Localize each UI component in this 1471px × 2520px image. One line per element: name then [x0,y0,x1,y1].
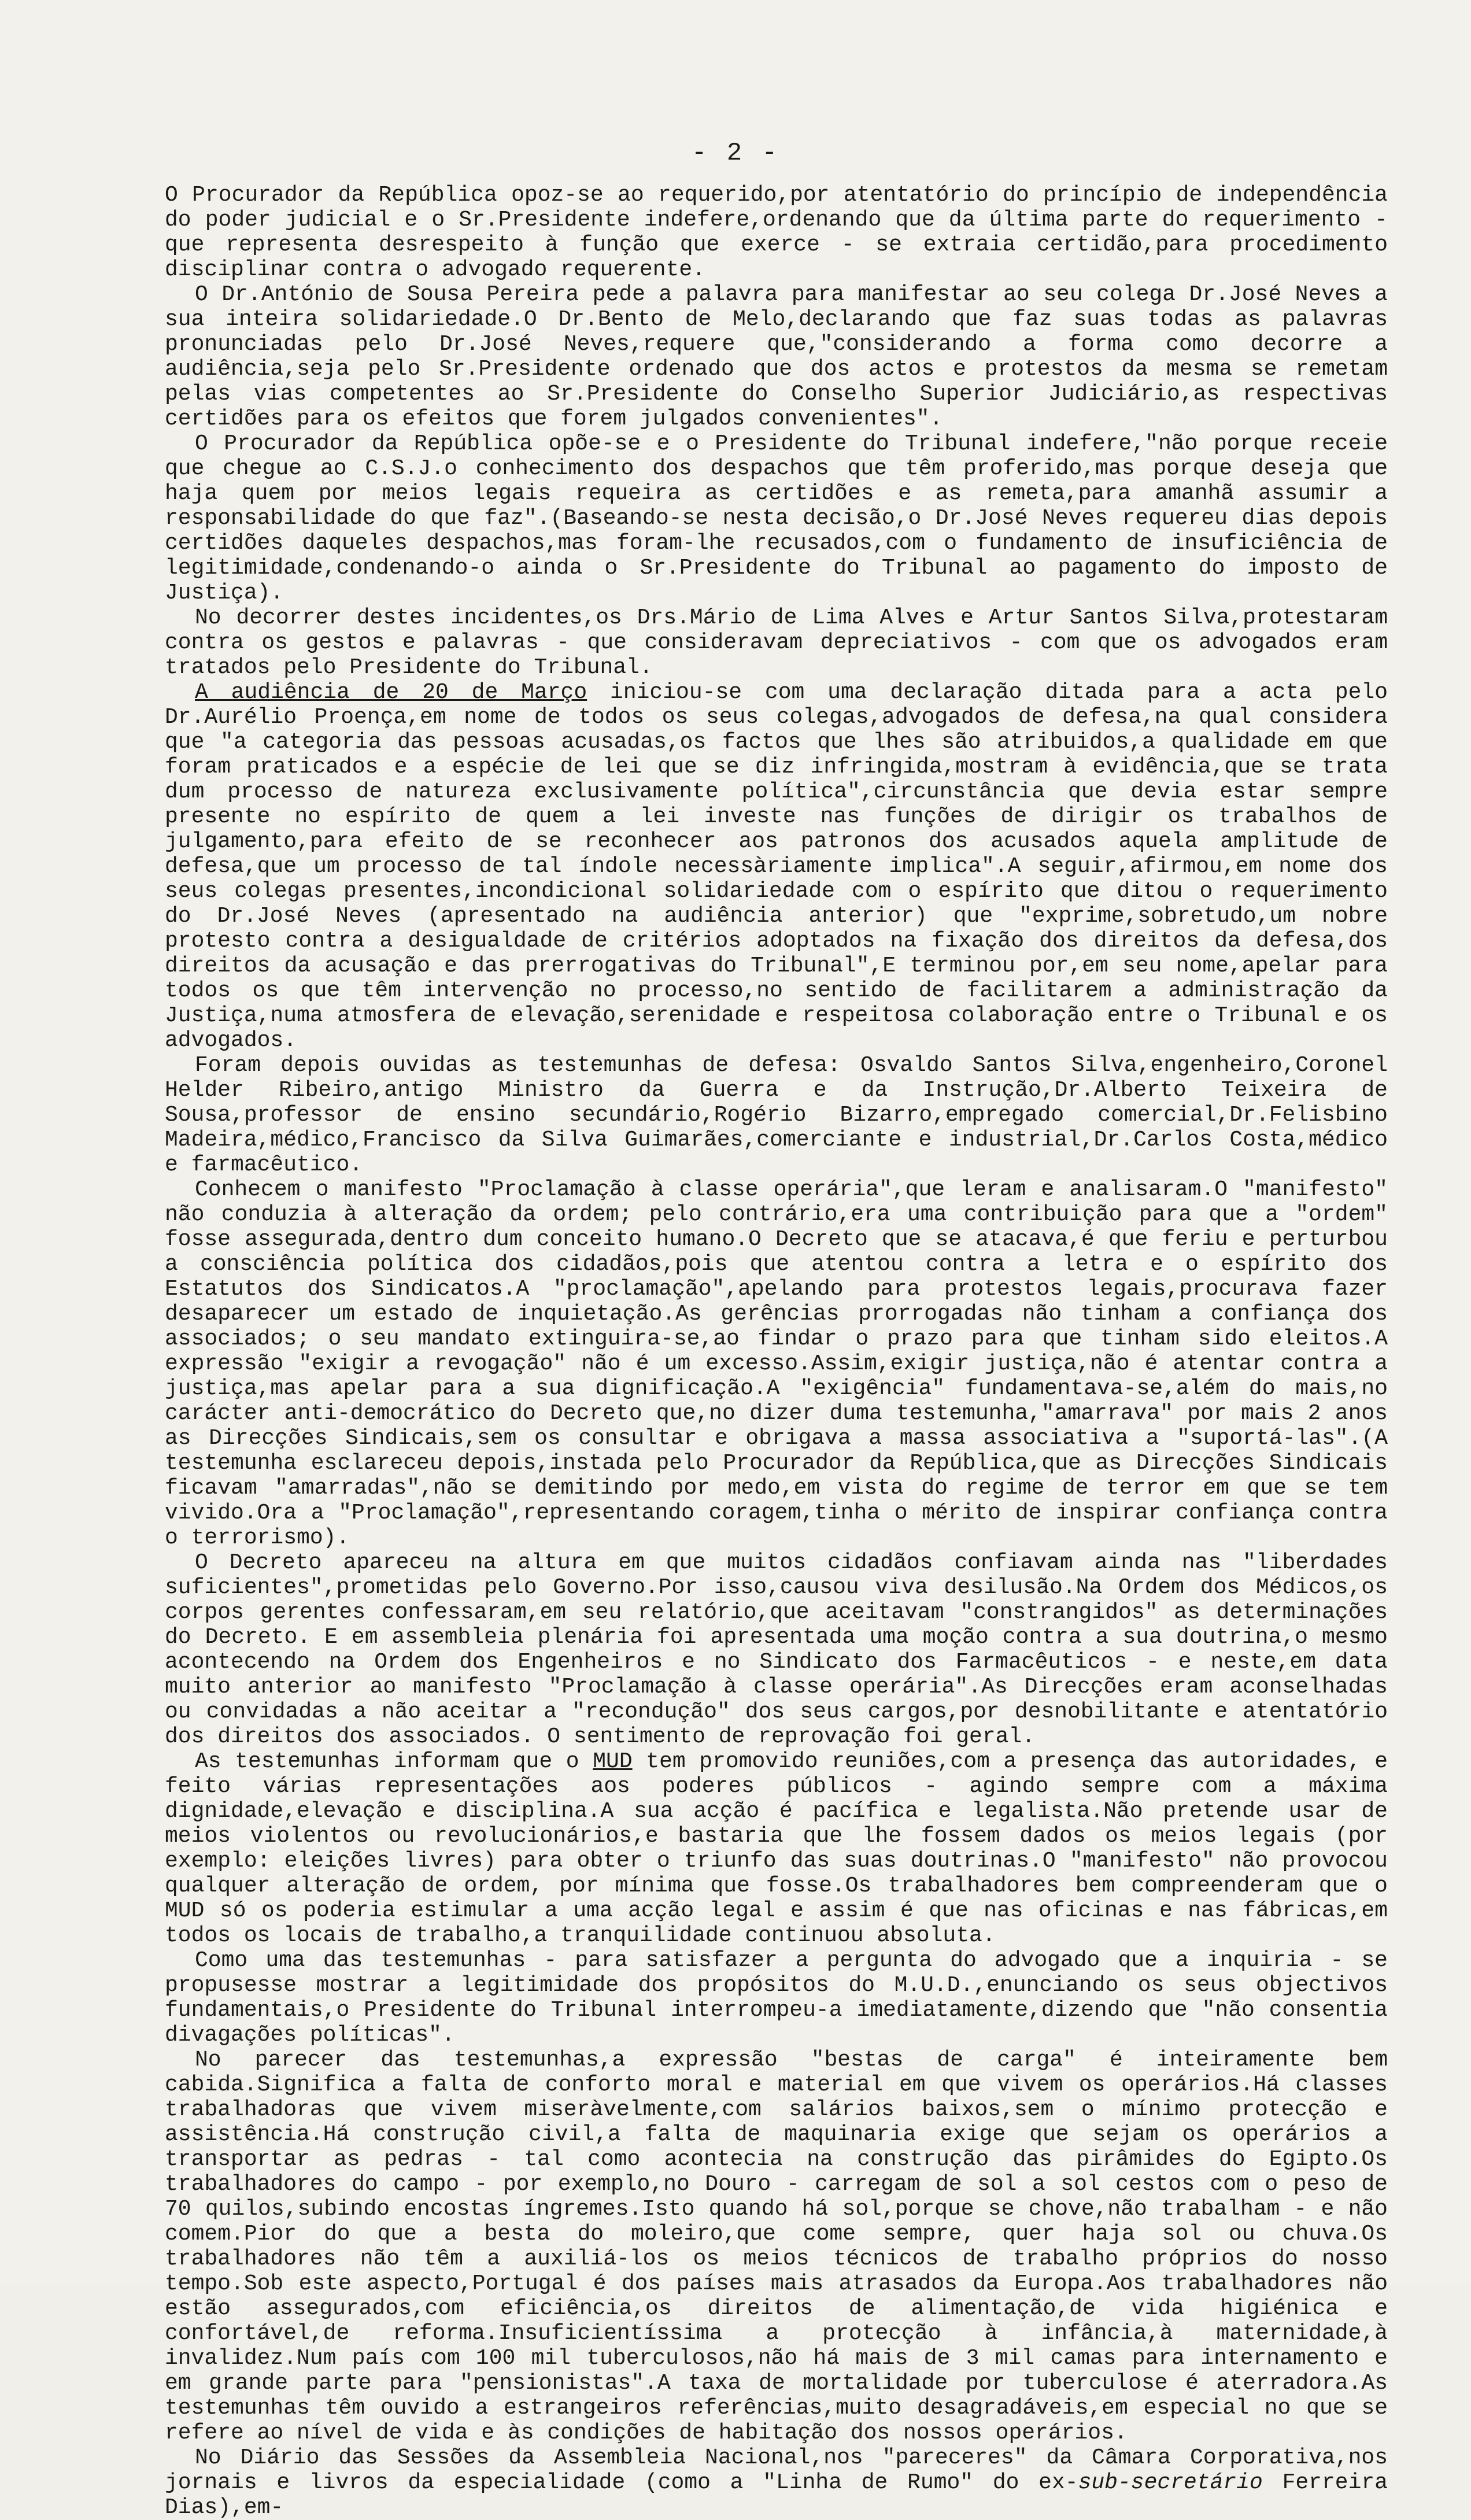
paragraph: O Dr.António de Sousa Pereira pede a palavra para manifestar ao seu colega Dr.José Neves a sua inteira solidariedade.O Dr.Bento de Melo,declarando que faz suas todas as palavras pronunciadas pelo Dr.José Neves,requere que,"considerando a forma como decorre a audiência,seja pelo Sr.Presidente ordenado que dos actos e protestos da mesma se remetam pelas vias competentes ao Sr.Presidente do Conselho Superior Judiciário,as respectivas certidões para os efeitos que forem julgados convenientes". [165,282,1388,431]
paragraph: No decorrer destes incidentes,os Drs.Mário de Lima Alves e Artur Santos Silva,protestaram contra os gestos e palavras - que consideravam depreciativos - com que os advogados eram tratados pelo Presidente do Tribunal. [165,605,1388,680]
paragraph: O Procurador da República opoz-se ao requerido,por atentatório do princípio de independência do poder judicial e o Sr.Presidente indefere,ordenando que da última parte do requerimento - que representa desrespeito à função que exerce - se extraia certidão,para procedimento disciplinar contra o advogado requerente. [165,183,1388,282]
paragraph: O Decreto apareceu na altura em que muitos cidadãos confiavam ainda nas "liberdades suficientes",prometidas pelo Governo.Por isso,causou viva desilusão.Na Ordem dos Médicos,os corpos gerentes confessaram,em seu relatório,que aceitavam "constrangidos" as determinações do Decreto. E em assembleia plenária foi apresentada uma moção contra a sua doutrina,o mesmo acontecendo na Ordem dos Engenheiros e no Sindicato dos Farmacêuticos - e neste,em data muito anterior ao manifesto "Proclamação à classe operária".As Direcções eram aconselhadas ou convidadas a não aceitar a "recondução" dos seus cargos,por desnobilitante e atentatório dos direitos dos associados. O sentimento de reprovação foi geral. [165,1550,1388,1749]
underlined-heading: A audiência de 20 de Março [195,680,587,705]
document-body [165,183,1388,2520]
paragraph [165,1749,1388,1948]
italic-text: sub-secretário [1078,2470,1263,2495]
paragraph: Como uma das testemunhas - para satisfazer a pergunta do advogado que a inquiria - se propusesse mostrar a legitimidade dos propósitos do M.U.D.,enunciando os seus objectivos fundamentais,o Presidente do Tribunal interrompeu-a imediatamente,dizendo que "não consentia divagações políticas". [165,1948,1388,2048]
paragraph-text: No Diário das Sessões da Assembleia Nacional,nos "pareceres" da Câmara Corporativa,nos jornais e livros da especialidade (como a "Linha de Rumo" do ex- [165,2445,1388,2495]
underlined-word: MUD [593,1749,633,1774]
paragraph-text: iniciou-se com uma declaração ditada para a acta pelo Dr.Aurélio Proença,em nome de todos os seus colegas,advogados de defesa,na qual considera que "a categoria das pessoas acusadas,os factos que lhes são atribuidos,a qualidade em que foram praticados e a espécie de lei que se diz infringida,mostram à evidência,que se trata dum processo de natureza exclusivamente política",circunstância que devia estar sempre presente no espírito de quem a lei investe nas funções de dirigir os trabalhos de julgamento,para efeito de se reconhecer aos patronos dos acusados aquela amplitude de defesa,que um processo de tal índole necessàriamente implica".A seguir,afirmou,em nome dos seus colegas presentes,incondicional solidariedade com o espírito que ditou o requerimento do Dr.José Neves (apresentado na audiência anterior) que "exprime,sobretudo,um nobre protesto contra a desigualdade de critérios adoptados na fixação dos direitos da defesa,dos direitos da acusação e das prerrogativas do Tribunal",E terminou por,em seu nome,apelar para todos os que têm intervenção no processo,no sentido de facilitarem a administração da Justiça,numa atmosfera de elevação,serenidade e respeitosa colaboração entre o Tribunal e os advogados. [165,680,1388,1053]
paragraph: Conhecem o manifesto "Proclamação à classe operária",que leram e analisaram.O "manifesto" não conduzia à alteração da ordem; pelo contrário,era uma contribuição para que a "ordem" fosse assegurada,dentro dum conceito humano.O Decreto que se atacava,é que feriu e perturbou a consciência política dos cidadãos,pois que atentou contra a letra e o espírito dos Estatutos dos Sindicatos.A "proclamação",apelando para protestos legais,procurava fazer desaparecer um estado de inquietação.As gerências prorrogadas não tinham a confiança dos associados; o seu mandato extinguira-se,ao findar o prazo para que tinham sido eleitos.A expressão "exigir a revogação" não é um excesso.Assim,exigir justiça,não é atentar contra a justiça,mas apelar para a sua dignificação.A "exigência" fundamentava-se,além do mais,no carácter anti-democrático do Decreto que,no dizer duma testemunha,"amarrava" por mais 2 anos as Direcções Sindicais,sem os consultar e obrigava a massa associativa a "suportá-las".(A testemunha esclareceu depois,instada pelo Procurador da República,que as Direcções Sindicais ficavam "amarradas",não se demitindo por medo,em vista do regime de terror em que se tem vivido.Ora a "Proclamação",representando coragem,tinha o mérito de inspirar confiança contra o terrorismo). [165,1177,1388,1550]
paragraph-text: tem promovido reuniões,com a presença das autoridades, e feito várias representações aos poderes públicos - agindo sempre com a máxima dignidade,elevação e disciplina.A sua acção é pacífica e legalista.Não pretende usar de meios violentos ou revolucionários,e bastaria que lhe fossem dados os meios legais (por exemplo: eleições livres) para obter o triunfo das suas doutrinas.O "manifesto" não provocou qualquer alteração de ordem, por mínima que fosse.Os trabalhadores bem compreenderam que o MUD só os poderia estimular a uma acção legal e assim é que nas oficinas e nas fábricas,em todos os locais de trabalho,a tranquilidade continuou absoluta. [165,1749,1388,1948]
page-number: - 2 - [691,139,780,168]
paragraph: Foram depois ouvidas as testemunhas de defesa: Osvaldo Santos Silva,engenheiro,Coronel Helder Ribeiro,antigo Ministro da Guerra e da Instrução,Dr.Alberto Teixeira de Sousa,professor de ensino secundário,Rogério Bizarro,empregado comercial,Dr.Felisbino Madeira,médico,Francisco da Silva Guimarães,comerciante e industrial,Dr.Carlos Costa,médico e farmacêutico. [165,1053,1388,1177]
paragraph: O Procurador da República opõe-se e o Presidente do Tribunal indefere,"não porque receie que chegue ao C.S.J.o conhecimento dos despachos que têm proferido,mas porque deseja que haja quem por meios legais requeira as certidões e as remeta,para amanhã assumir a responsabilidade do que faz".(Baseando-se nesta decisão,o Dr.José Neves requereu dias depois certidões daqueles despachos,mas foram-lhe recusados,com o fundamento de insuficiência de legitimidade,condenando-o ainda o Sr.Presidente do Tribunal ao pagamento do imposto de Justiça). [165,431,1388,605]
paragraph [165,680,1388,1053]
paragraph-text: As testemunhas informam que o [195,1749,593,1774]
paragraph [165,2445,1388,2520]
paragraph-text: Ferreira Dias),em- [165,2470,1388,2520]
paragraph: No parecer das testemunhas,a expressão "bestas de carga" é inteiramente bem cabida.Significa a falta de conforto moral e material em que vivem os operários.Há classes trabalhadoras que vivem miseràvelmente,com salários baixos,sem o mínimo protecção e assistência.Há construção civil,a falta de maquinaria exige que sejam os operários a transportar as pedras - tal como acontecia na construção das pirâmides do Egipto.Os trabalhadores do campo - por exemplo,no Douro - carregam de sol a sol cestos com o peso de 70 quilos,subindo encostas íngremes.Isto quando há sol,porque se chove,não trabalham - e não comem.Pior do que a besta do moleiro,que come sempre, quer haja sol ou chuva.Os trabalhadores não têm a auxiliá-los os meios técnicos de trabalho próprios do nosso tempo.Sob este aspecto,Portugal é dos países mais atrasados da Europa.Aos trabalhadores não estão assegurados,com eficiência,os direitos de alimentação,de vida higiénica e confortável,de reforma.Insuficientíssima a protecção à infância,à maternidade,à invalidez.Num país com 100 mil tuberculosos,não há mais de 3 mil camas para internamento e em grande parte para "pensionistas".A taxa de mortalidade por tuberculose é aterradora.As testemunhas têm ouvido a estrangeiros referências,muito desagradáveis,em especial no que se refere ao nível de vida e às condições de habitação dos nossos operários. [165,2048,1388,2445]
